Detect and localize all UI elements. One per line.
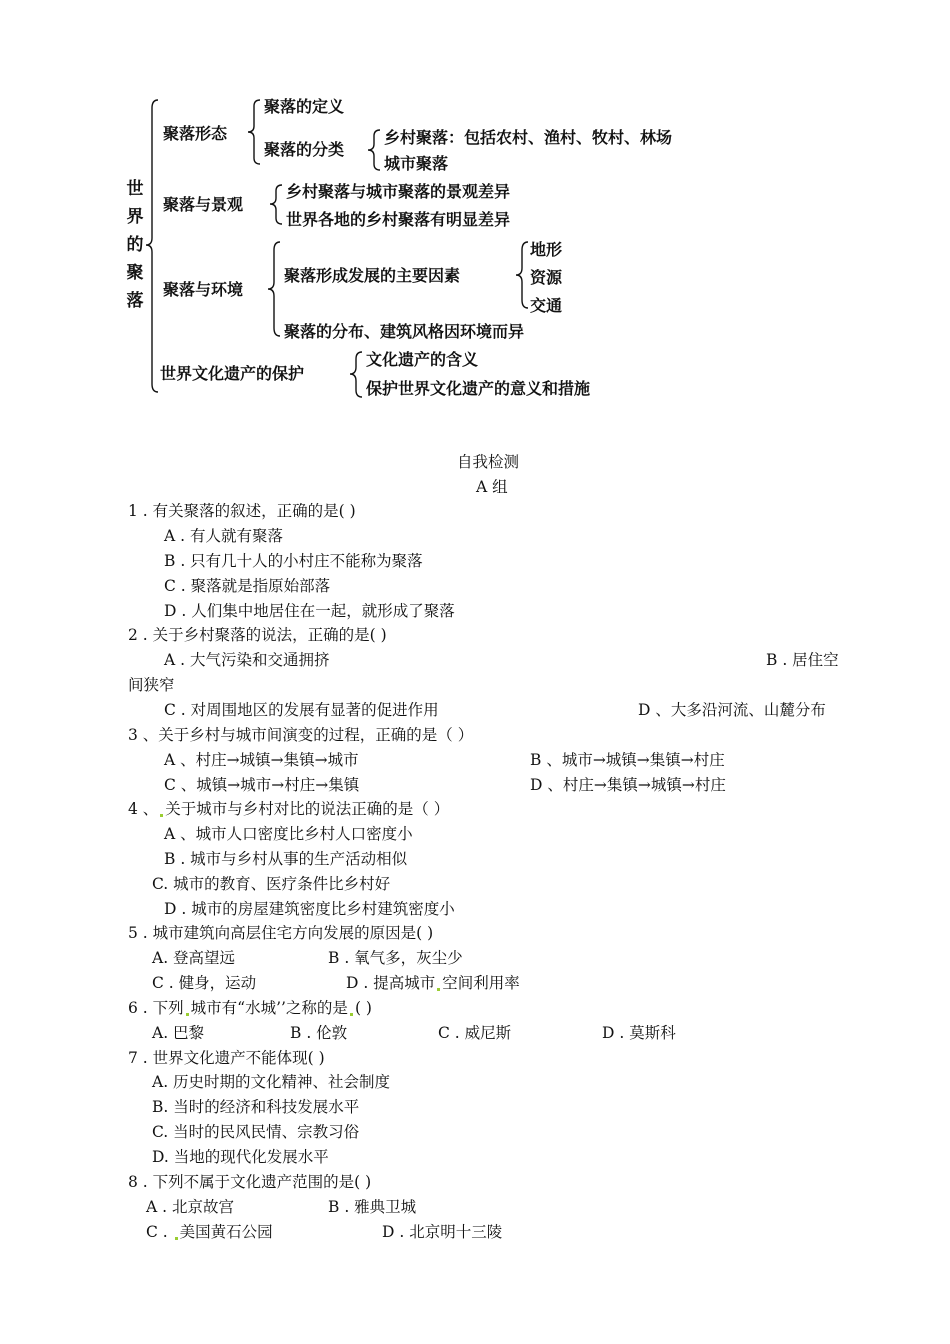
b2-item-landscape-diff: 乡村聚落与城市聚落的景观差异 bbox=[286, 182, 511, 201]
b3-brace bbox=[268, 242, 280, 336]
q5-stem: 5 . 城市建筑向高层住宅方向发展的原因是( ) bbox=[128, 924, 434, 942]
b1-sub-urban: 城市聚落 bbox=[384, 154, 449, 173]
b1-sub-brace bbox=[368, 130, 380, 170]
dot-mark bbox=[186, 1013, 189, 1016]
q3-option-b: B 、城市→城镇→集镇→村庄 bbox=[530, 751, 725, 769]
b2-item-world-diff: 世界各地的乡村聚落有明显差异 bbox=[286, 210, 511, 229]
q7-option-d: D. 当地的现代化发展水平 bbox=[152, 1148, 329, 1166]
q3-option-c: C 、城镇→城市→村庄→集镇 bbox=[164, 776, 360, 794]
b2-label: 聚落与景观 bbox=[163, 195, 244, 214]
dot-mark bbox=[437, 988, 440, 991]
dot-mark bbox=[175, 1237, 178, 1240]
q6-stem: 6 . 下列 城市有“水城’’之称的是 ( ) bbox=[128, 999, 372, 1017]
b3-label: 聚落与环境 bbox=[163, 280, 244, 299]
q6-option-d: D . 莫斯科 bbox=[602, 1024, 676, 1042]
q4-option-a: A 、城市人口密度比乡村人口密度小 bbox=[164, 825, 413, 843]
b3-factor-transport: 交通 bbox=[530, 296, 563, 315]
dot-mark bbox=[350, 1013, 353, 1016]
q6-option-c: C . 威尼斯 bbox=[438, 1024, 512, 1042]
b3-factors-brace bbox=[516, 242, 528, 308]
q5-option-c: C . 健身，运动 bbox=[152, 974, 257, 992]
q1-stem: 1 . 有关聚落的叙述，正确的是( ) bbox=[128, 502, 356, 520]
b2-brace bbox=[270, 185, 282, 224]
q4-number: 4 、 bbox=[128, 800, 159, 818]
dot-mark bbox=[160, 814, 163, 817]
b4-item-meaning: 文化遗产的含义 bbox=[366, 350, 479, 369]
q2-option-b-wrap: 间狭窄 bbox=[128, 676, 175, 694]
q1-option-c: C . 聚落就是指原始部落 bbox=[164, 577, 331, 595]
b3-item-factors: 聚落形成发展的主要因素 bbox=[284, 266, 461, 285]
b1-item-classification: 聚落的分类 bbox=[264, 140, 345, 159]
q8-option-c: C . 美国黄石公园 bbox=[146, 1223, 273, 1241]
q7-stem: 7 . 世界文化遗产不能体现( ) bbox=[128, 1049, 325, 1067]
q4-option-c: C. 城市的教育、医疗条件比乡村好 bbox=[152, 875, 391, 893]
b3-factor-resources: 资源 bbox=[530, 268, 563, 287]
q2-option-d: D 、大多沿河流、山麓分布 bbox=[638, 701, 826, 719]
b4-brace bbox=[350, 352, 362, 397]
q8-option-b: B . 雅典卫城 bbox=[328, 1198, 417, 1216]
b1-label: 聚落形态 bbox=[163, 124, 228, 143]
q3-stem: 3 、关于乡村与城市间演变的过程，正确的是（ ） bbox=[128, 726, 474, 744]
q5-option-d: D . 提高城市 空间利用率 bbox=[346, 974, 520, 992]
q7-option-b: B. 当时的经济和科技发展水平 bbox=[152, 1098, 360, 1116]
q2-option-c: C . 对周围地区的发展有显著的促进作用 bbox=[164, 701, 439, 719]
b1-item-definition: 聚落的定义 bbox=[264, 97, 345, 116]
b3-item-distribution: 聚落的分布、建筑风格因环境而异 bbox=[284, 322, 525, 341]
q7-option-a: A. 历史时期的文化精神、社会制度 bbox=[152, 1073, 391, 1091]
quiz-group: A 组 bbox=[476, 478, 508, 496]
quiz-title: 自我检测 bbox=[457, 453, 520, 471]
q2-stem: 2 . 关于乡村聚落的说法，正确的是( ) bbox=[128, 626, 387, 644]
q5-option-a: A. 登高望远 bbox=[152, 949, 236, 967]
q2-option-b: B . 居住空 bbox=[766, 651, 839, 669]
b1-sub-rural: 乡村聚落：包括农村、渔村、牧村、林场 bbox=[384, 128, 673, 147]
q4-option-d: D . 城市的房屋建筑密度比乡村建筑密度小 bbox=[164, 900, 455, 918]
q4-stem-text: 关于城市与乡村对比的说法正确的是（ ） bbox=[165, 800, 450, 818]
q3-option-d: D 、村庄→集镇→城镇→村庄 bbox=[530, 776, 726, 794]
q8-stem: 8 . 下列不属于文化遗产范围的是( ) bbox=[128, 1173, 372, 1191]
q1-option-a: A . 有人就有聚落 bbox=[164, 527, 283, 545]
q2-option-a: A . 大气污染和交通拥挤 bbox=[164, 651, 330, 669]
b4-item-protection: 保护世界文化遗产的意义和措施 bbox=[366, 379, 591, 398]
q4-option-b: B . 城市与乡村从事的生产活动相似 bbox=[164, 850, 408, 868]
q1-option-b: B . 只有几十人的小村庄不能称为聚落 bbox=[164, 552, 423, 570]
root-brace bbox=[146, 100, 158, 392]
b4-label: 世界文化遗产的保护 bbox=[160, 364, 305, 383]
q7-option-c: C. 当时的民风民情、宗教习俗 bbox=[152, 1123, 360, 1141]
b1-brace bbox=[248, 100, 260, 164]
q8-option-a: A . 北京故宫 bbox=[146, 1198, 234, 1216]
q3-option-a: A 、村庄→城镇→集镇→城市 bbox=[164, 751, 359, 769]
q6-option-a: A. 巴黎 bbox=[152, 1024, 205, 1042]
q5-option-b: B . 氧气多，灰尘少 bbox=[328, 949, 463, 967]
q1-option-d: D . 人们集中地居住在一起，就形成了聚落 bbox=[164, 602, 455, 620]
q6-option-b: B . 伦敦 bbox=[290, 1024, 348, 1042]
q4-stem bbox=[128, 799, 449, 819]
q8-option-d: D . 北京明十三陵 bbox=[382, 1223, 503, 1241]
b3-factor-terrain: 地形 bbox=[530, 240, 563, 259]
mindmap-root: 世 界 的 聚 落 bbox=[126, 179, 144, 311]
